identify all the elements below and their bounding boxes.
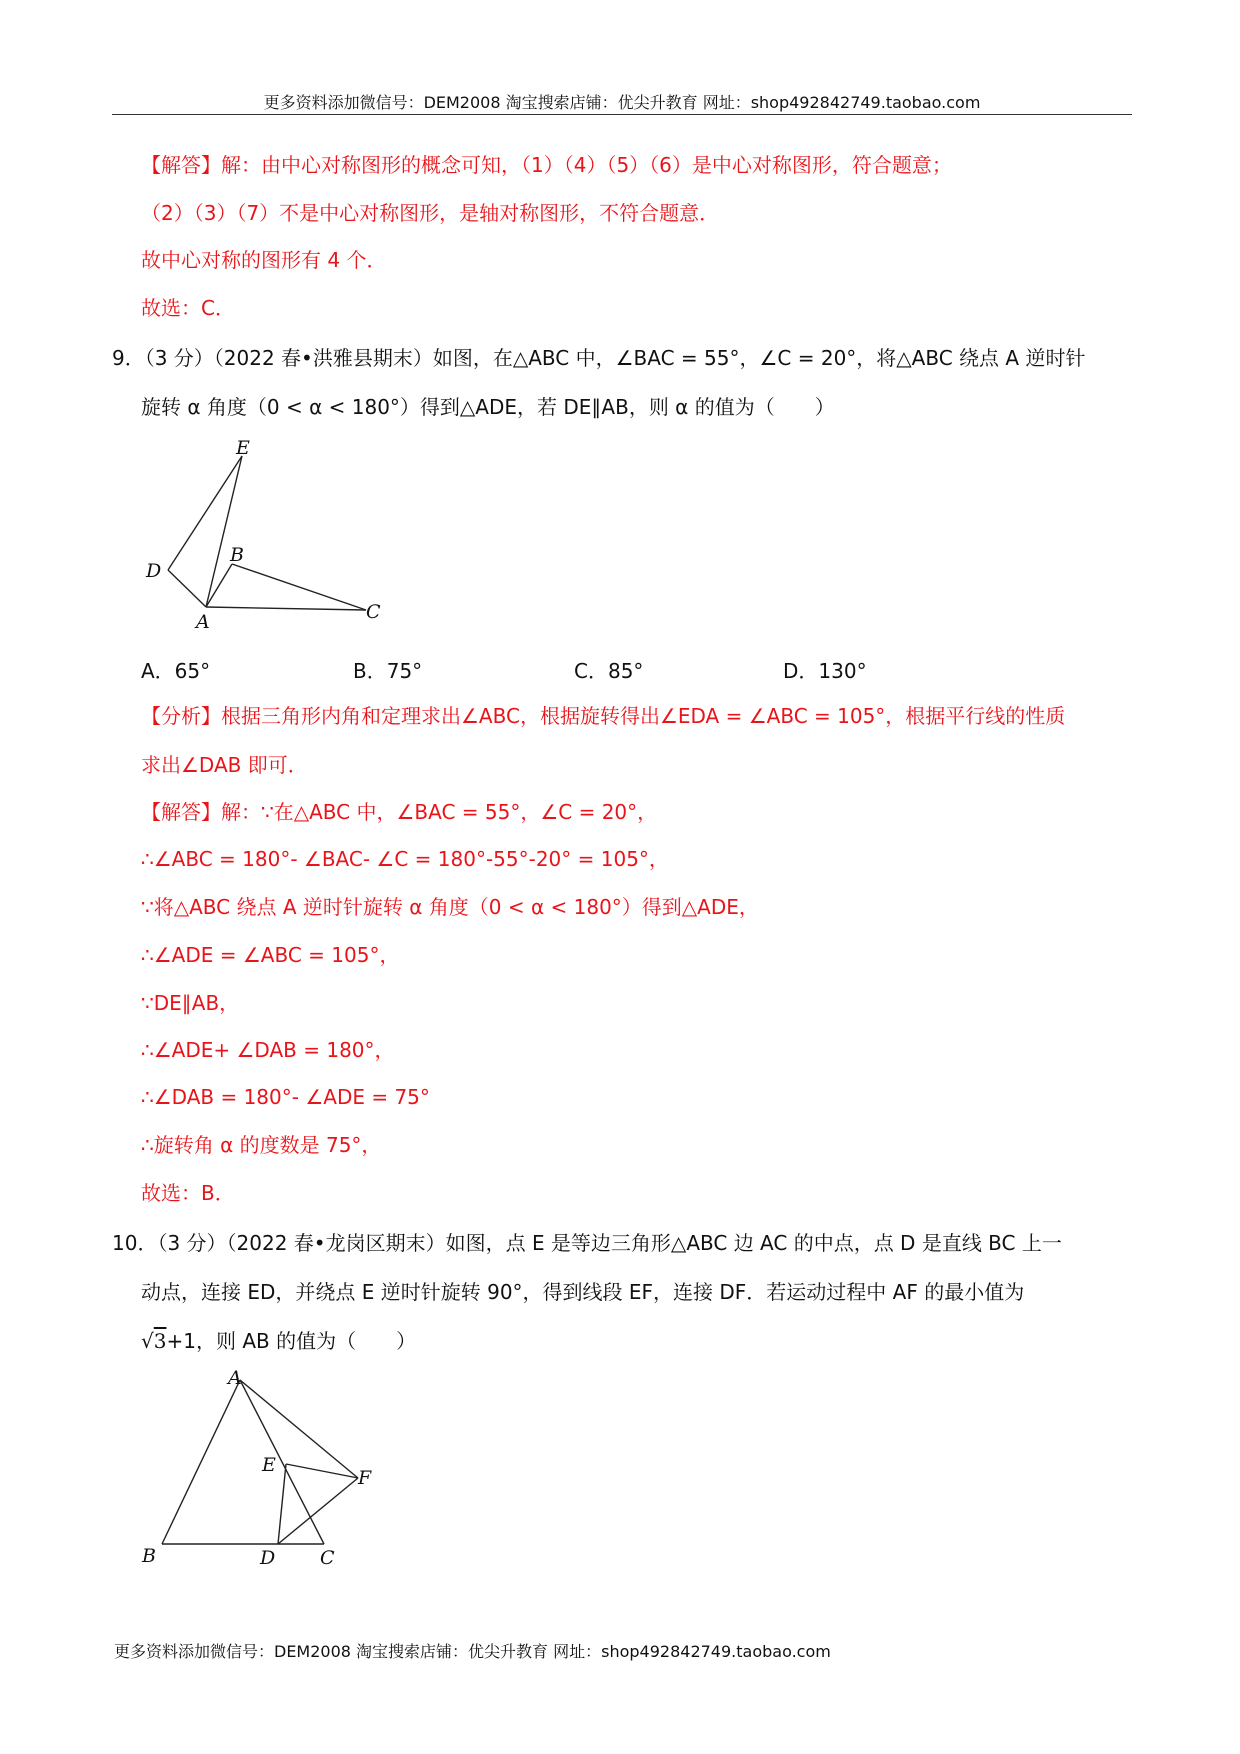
q9-label-e: E [236,437,250,459]
q9-label-b: B [230,544,244,566]
q9-solution-line-1: 【解答】解：∵在△ABC 中，∠BAC = 55°，∠C = 20°， [141,800,658,824]
page-footer: 更多资料添加微信号：DEM2008 淘宝搜索店铺：优尖升教育 网址：shop492842749.taobao.com [114,1642,831,1661]
q9-solution-line-4: ∴∠ADE = ∠ABC = 105°， [141,943,400,967]
q9-figure [140,432,400,632]
q10-label-c: C [320,1547,335,1566]
prev-answer-line-4: 故选：C． [141,296,235,320]
q10-stem-line-3-rest: +1，则 AB 的值为（ ） [166,1329,417,1353]
prev-answer-line-1: 【解答】解：由中心对称图形的概念可知，（1）（4）（5）（6）是中心对称图形，符合题意； [141,153,952,177]
q9-analysis-line-2: 求出∠DAB 即可． [141,753,308,777]
q10-radicand: 3 [153,1329,167,1353]
q9-label-d: D [146,560,162,582]
header-rule [112,114,1132,115]
q9-solution-line-7: ∴∠DAB = 180°- ∠ADE = 75° [141,1085,430,1109]
page-header: 更多资料添加微信号：DEM2008 淘宝搜索店铺：优尖升教育 网址：shop492842749.taobao.com [263,93,981,112]
q9-option-b: B．75° [353,659,423,683]
q9-solution-line-9: 故选：B． [141,1181,235,1205]
q9-solution-line-2: ∴∠ABC = 180°- ∠BAC- ∠C = 180°-55°-20° = 105°， [141,847,669,871]
q10-stem-line-1: 10．（3 分）（2022 春•龙岗区期末）如图，点 E 是等边三角形△ABC 边 AC 的中点，点 D 是直线 BC 上一 [112,1231,1062,1255]
q10-stem-line-2: 动点，连接 ED，并绕点 E 逆时针旋转 90°，得到线段 EF，连接 DF．若运动过程中 AF 的最小值为 [141,1280,1025,1304]
q10-label-f: F [358,1467,372,1489]
q10-label-a: A [228,1367,242,1389]
q10-label-d: D [260,1547,276,1566]
q9-option-d: D．130° [783,659,867,683]
q10-figure [140,1366,380,1566]
q9-solution-line-5: ∵DE∥AB， [141,991,240,1015]
q9-analysis-line-1: 【分析】根据三角形内角和定理求出∠ABC，根据旋转得出∠EDA = ∠ABC = 105°，根据平行线的性质 [141,704,1066,728]
q10-label-e: E [262,1454,276,1476]
q9-stem-line-1: 9．（3 分）（2022 春•洪雅县期末）如图，在△ABC 中，∠BAC = 55°，∠C = 20°，将△ABC 绕点 A 逆时针 [112,346,1086,370]
q9-stem-line-2: 旋转 α 角度（0 < α < 180°）得到△ADE，若 DE∥AB，则 α 的值为（ ） [141,395,835,419]
q9-label-c: C [366,601,381,623]
q9-solution-line-3: ∵将△ABC 绕点 A 逆时针旋转 α 角度（0 < α < 180°）得到△ADE， [141,895,759,919]
prev-answer-line-3: 故中心对称的图形有 4 个． [141,248,387,272]
q9-solution-line-6: ∴∠ADE+ ∠DAB = 180°， [141,1038,395,1062]
q9-solution-line-8: ∴旋转角 α 的度数是 75°， [141,1133,382,1157]
q9-label-a: A [196,611,210,632]
q9-option-c: C．85° [574,659,644,683]
sqrt-icon: √3 [141,1329,167,1353]
q9-option-a: A．65° [141,659,211,683]
q10-label-b: B [142,1545,156,1566]
prev-answer-line-2: （2）（3）（7）不是中心对称图形，是轴对称图形，不符合题意． [141,201,720,225]
q10-stem-line-3 [141,1328,416,1354]
